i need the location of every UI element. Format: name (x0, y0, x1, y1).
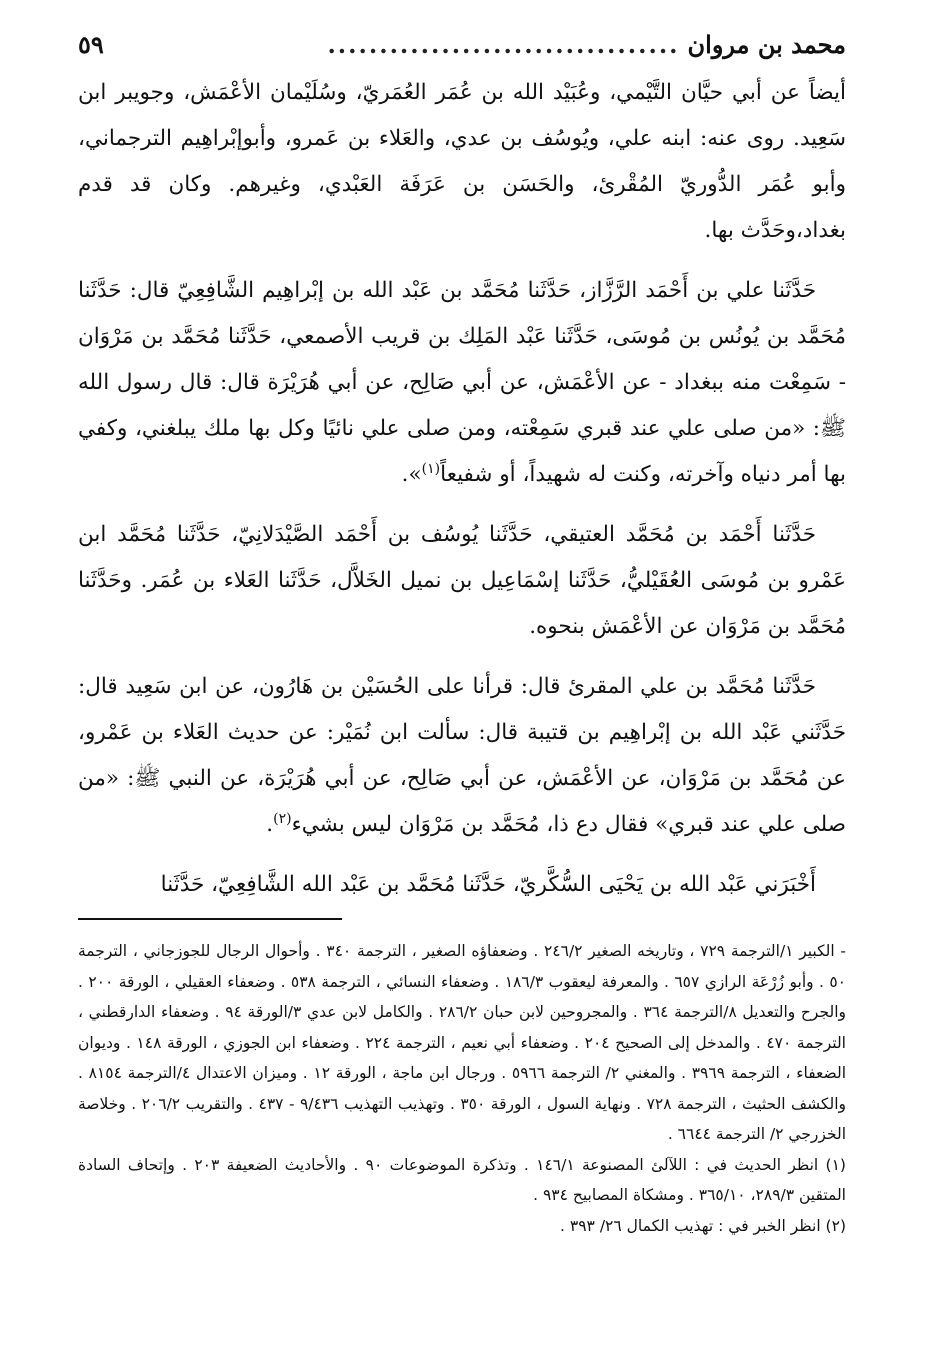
paragraph-2 (78, 268, 846, 498)
paragraph-text: حَدَّثَنا علي بن أَحْمَد الرَّزَّاز، حَدَّثَنا مُحَمَّد بن عَبْد الله بن إبْراهِيم الشَّافِعِيّ قال: حَدَّثَنا مُحَمَّد بن يُونُس بن مُوسَى، حَدَّثَنا عَبْد المَلِك بن قريب الأصمعي، حَدَّثَنا مُحَمَّد بن مَرْوَان - سَمِعْت منه ببغداد - عن الأعْمَش، عن أبي صَالِح، عن أبي هُرَيْرَة قال: قال رسول الله ﷺ: «من صلى علي عند قبري سَمِعْته، ومن صلى علي نائيًا وكل بها ملك يبلغني، وكفي بها أمر دنياه وآخرته، وكنت له شهيداً، أو شفيعاً (78, 278, 846, 487)
running-title: محمد بن مروان (687, 30, 846, 59)
footnote-2: (٢) انظر الخبر في : تهذيب الكمال ٢٦/ ٣٩٣ . (560, 1216, 846, 1235)
footnote-ref-1[interactable]: (١) (421, 460, 441, 477)
main-text (78, 70, 846, 908)
footnote-continued: - الكبير ١/الترجمة ٧٢٩ ، وتاريخه الصغير ٢٤٦/٢ . وضعفاؤه الصغير ، الترجمة ٣٤٠ . وأحوال الرجال للجوزجاني ، الترجمة ٥٠ . وأبو زُرْعَة الرازي ٦٥٧ . والمعرفة ليعقوب ١٨٦/٣ . وضعفاء النسائي ، الترجمة ٥٣٨ . وضعفاء العقيلي ، الورقة ٢٠٠ . والجرح والتعديل ٨/الترجمة ٣٦٤ . والمجروحين لابن حبان ٢٨٦/٢ . والكامل لابن عدي ٣/الورقة ٩٤ . وضعفاء الدارقطني ، الترجمة ٤٧٠ . والمدخل إلى الصحيح ٢٠٤ . وضعفاء أبي نعيم ، الترجمة ٢٢٤ . وضعفاء ابن الجوزي ، الورقة ١٤٨ . وديوان الضعفاء ، الترجمة ٣٩٦٩ . والمغني ٢/ الترجمة ٥٩٦٦ . ورجال ابن ماجة ، الورقة ١٢ . وميزان الاعتدال ٤/الترجمة ٨١٥٤ . والكشف الحثيث ، الترجمة ٧٢٨ . ونهاية السول ، الورقة ٣٥٠ . وتهذيب التهذيب ٩/٤٣٦ - ٤٣٧ . والتقريب ٢٠٦/٢ . وخلاصة الخزرجي ٢/ الترجمة ٦٦٤٤ . (78, 942, 847, 1143)
paragraph-5 (78, 862, 846, 908)
paragraph-3 (78, 512, 846, 650)
page-number: ٥٩ (78, 30, 104, 59)
footnotes (78, 936, 846, 1241)
paragraph-text: أيضاً عن أبي حيَّان التَّيْمي، وعُبَيْد الله بن عُمَر العُمَريّ، وسُلَيْمان الأعْمَش، وجويبر ابن سَعِيد. روى عنه: ابنه علي، ويُوسُف بن عدي، والعَلاء بن عَمرو، وأبوإبْراهِيم الترجماني، وأبو عُمَر الدُّوريّ المُقْرئ، والحَسَن بن عَرَفَة العَبْدي، وغيرهم. وكان قد قدم بغداد،وحَدَّث بها. (78, 80, 846, 243)
footnote-1: (١) انظر الحديث في : اللآلئ المصنوعة ١٤٦/١ . وتذكرة الموضوعات ٩٠ . والأحاديث الضعيفة ٢٠٣ . وإتحاف السادة المتقين ٢٨٩/٣، ٣٦٥/١٠ . ومشكاة المصابيح ٩٣٤ . (78, 1155, 846, 1204)
footnote-ref-2[interactable]: (٢) (273, 810, 292, 827)
page (78, 30, 846, 922)
paragraph-tail: . (266, 812, 274, 837)
paragraph-1 (78, 70, 846, 254)
running-header (78, 30, 846, 70)
paragraph-text: أَخْبَرَني عَبْد الله بن يَحْيَى السُّكَّريّ، حَدَّثَنا مُحَمَّد بن عَبْد الله الشَّافِعِيّ، حَدَّثَنا (160, 872, 816, 897)
paragraph-tail: ». (401, 462, 422, 487)
paragraph-text: حَدَّثَنا أَحْمَد بن مُحَمَّد العتيقي، حَدَّثَنا يُوسُف بن أَحْمَد الصَّيْدَلانِيّ، حَدَّثَنا مُحَمَّد ابن عَمْرو بن مُوسَى العُقَيْليُّ، حَدَّثَنا إسْمَاعِيل بن نميل الخَلاَّل، حَدَّثَنا العَلاء بن عُمَر. وحَدَّثَنا مُحَمَّد بن مَرْوَان عن الأعْمَش بنحوه. (78, 522, 846, 639)
paragraph-text: حَدَّثَنا مُحَمَّد بن علي المقرئ قال: قرأنا على الحُسَيْن بن هَارُون، عن ابن سَعِيد قال: حَدَّثَني عَبْد الله بن إبْراهِيم بن قتيبة قال: سألت ابن نُمَيْر: عن حديث العَلاء بن عَمْرو، عن مُحَمَّد بن مَرْوَان، عن الأعْمَش، عن أبي صَالِح، عن أبي هُرَيْرَة، عن النبي ﷺ: «من صلى علي عند قبري» فقال دع ذا، مُحَمَّد بن مَرْوَان ليس بشيء (78, 674, 846, 837)
footnote-separator (78, 918, 342, 920)
paragraph-4 (78, 664, 846, 848)
header-leader-dots: .................................. (327, 30, 680, 59)
